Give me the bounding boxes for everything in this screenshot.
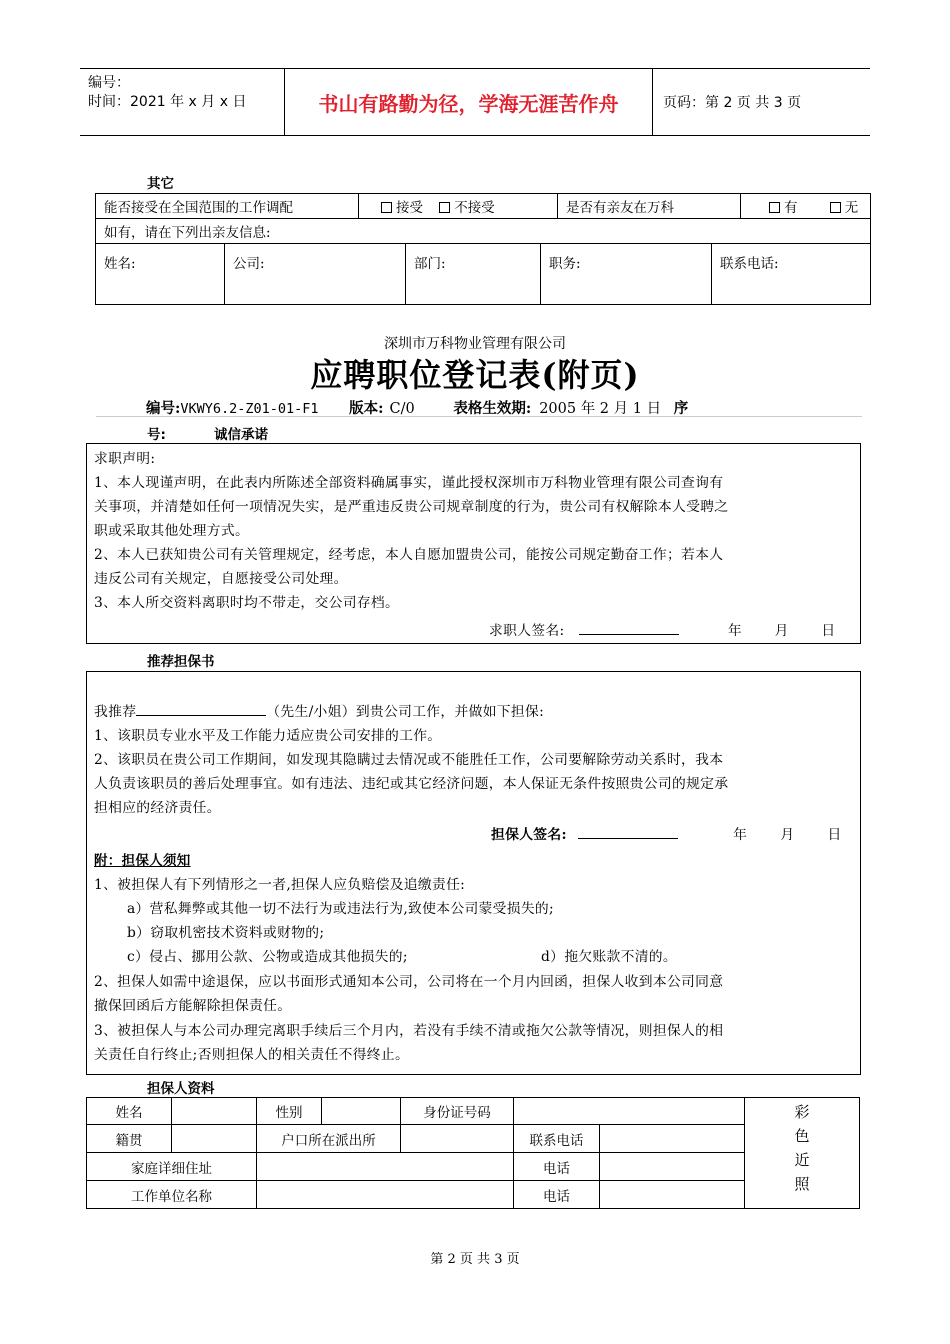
notice-n1a: a）营私舞弊或其他一切不法行为或违法行为,致使本公司蒙受损失的; — [127, 901, 554, 917]
g-contact-label: 联系电话 — [514, 1125, 600, 1153]
section-title-guarantor: 担保人资料 — [147, 1081, 215, 1097]
notice-n2-l2: 撤保回函后方能解除担保责任。 — [94, 998, 292, 1014]
g-id-label: 身份证号码 — [401, 1098, 514, 1125]
checkbox-reject[interactable] — [439, 202, 450, 213]
g-workplace-label: 工作单位名称 — [87, 1181, 257, 1209]
checkbox-yes[interactable] — [769, 202, 780, 213]
notice-title: 附：担保人须知 — [94, 853, 191, 869]
opt-reject-label: 不接受 — [454, 200, 495, 216]
guarantor-table — [86, 1097, 860, 1209]
notice-n1: 1、被担保人有下列情形之一者,担保人应负赔偿及追缴责任: — [94, 877, 466, 893]
notice-n3-l2: 关责任自行终止;否则担保人的相关责任不得终止。 — [94, 1047, 410, 1063]
g-phone-label-1: 电话 — [514, 1153, 600, 1181]
other-table — [95, 193, 871, 244]
photo-char-1: 彩 — [794, 1103, 810, 1121]
recommendee-field[interactable] — [136, 701, 266, 716]
integrity-box — [86, 443, 861, 644]
footer-page: 第 2 页 共 3 页 — [430, 1252, 520, 1267]
code-label: 编号: — [146, 400, 181, 417]
integrity-sign-field[interactable] — [579, 620, 679, 635]
guarantee-year: 年 — [733, 827, 748, 843]
guarantee-intro-a: 我推荐 — [94, 704, 137, 720]
g-phone-field-2[interactable] — [600, 1181, 745, 1209]
integrity-sign-line — [489, 619, 836, 643]
relocate-options — [359, 194, 558, 219]
meta-divider — [96, 416, 862, 417]
g-workplace-field[interactable] — [257, 1181, 514, 1209]
integrity-p1-l1: 1、本人现谨声明，在此表内所陈述全部资料确属事实，谨此授权深圳市万科物业管理有限公司查询有 — [94, 475, 724, 491]
notice-n3-l1: 3、被担保人与本公司办理完离职手续后三个月内，若没有手续不清或拖欠公款等情况，则担保人的相 — [94, 1023, 724, 1039]
relative-prompt: 如有，请在下列出亲友信息: — [96, 219, 871, 244]
form-title: 应聘职位登记表(附页) — [310, 356, 640, 394]
integrity-year: 年 — [727, 623, 742, 639]
guarantee-sign-label: 担保人签名: — [491, 827, 567, 843]
photo-cell — [745, 1098, 860, 1209]
guarantee-p2-l2: 人负责该职员的善后处理事宜。如有违法、违纪或其它经济问题，本人保证无条件按照贵公司的规定承 — [94, 776, 729, 792]
guarantee-intro — [94, 700, 544, 724]
seq-label-1: 序 — [673, 400, 689, 417]
guarantee-p1: 1、该职员专业水平及工作能力适应贵公司安排的工作。 — [94, 728, 442, 744]
opt-no-label: 无 — [844, 200, 859, 216]
q-relocate: 能否接受在全国范围的工作调配 — [96, 194, 359, 219]
integrity-p1-l2: 关事项，并清楚如任何一项情况失实，是严重违反贵公司规章制度的行为，贵公司有权解除本人受聘之 — [94, 499, 729, 515]
col-company[interactable]: 公司: — [225, 244, 406, 305]
col-phone[interactable]: 联系电话: — [712, 244, 871, 305]
checkbox-no[interactable] — [830, 202, 841, 213]
integrity-p2-l1: 2、本人已获知贵公司有关管理规定，经考虑，本人自愿加盟贵公司，能按公司规定勤奋工作；若本人 — [94, 547, 724, 563]
header-left-cell — [80, 69, 285, 135]
g-phone-field-1[interactable] — [600, 1153, 745, 1181]
g-gender-label: 性别 — [257, 1098, 322, 1125]
section-title-guarantee: 推荐担保书 — [147, 654, 215, 670]
company-name: 深圳市万科物业管理有限公司 — [384, 336, 566, 352]
notice-n1c: c）侵占、挪用公款、公物或造成其他损失的; — [127, 949, 408, 965]
effective-label: 表格生效期: — [453, 400, 532, 417]
g-police-label: 户口所在派出所 — [257, 1125, 401, 1153]
guarantee-sign-line — [491, 823, 842, 847]
checkbox-accept[interactable] — [381, 202, 392, 213]
photo-char-2: 色 — [794, 1127, 810, 1145]
guarantee-box — [86, 671, 861, 1075]
page-header — [80, 68, 870, 136]
col-dept[interactable]: 部门: — [406, 244, 541, 305]
notice-n1d: d）拖欠账款不清的。 — [541, 949, 678, 965]
g-police-field[interactable] — [401, 1125, 514, 1153]
integrity-p2-l2: 违反公司有关规定，自愿接受公司处理。 — [94, 571, 348, 587]
code-value: VKWY6.2-Z01-01-F1 — [180, 401, 319, 417]
opt-accept-label: 接受 — [396, 200, 423, 216]
q-relatives: 是否有亲友在万科 — [558, 194, 741, 219]
integrity-heading: 求职声明: — [94, 451, 156, 467]
notice-n2-l1: 2、担保人如需中途退保，应以书面形式通知本公司，公司将在一个月内回函，担保人收到本公司同意 — [94, 974, 724, 990]
g-name-label: 姓名 — [87, 1098, 172, 1125]
photo-char-4: 照 — [794, 1175, 810, 1193]
header-slogan: 书山有路勤为径，学海无涯苦作舟 — [285, 69, 653, 135]
guarantee-p2-l1: 2、该职员在贵公司工作期间，如发现其隐瞒过去情况或不能胜任工作，公司要解除劳动关系时，我本 — [94, 752, 724, 768]
guarantee-sign-field[interactable] — [578, 824, 678, 839]
integrity-p1-l3: 职或采取其他处理方式。 — [94, 523, 250, 539]
col-name[interactable]: 姓名: — [96, 244, 225, 305]
g-address-field[interactable] — [257, 1153, 514, 1181]
notice-n1b: b）窃取机密技术资料或财物的; — [127, 925, 325, 941]
guarantee-month: 月 — [780, 827, 795, 843]
version-label: 版本: — [349, 400, 384, 417]
g-origin-label: 籍贯 — [87, 1125, 172, 1153]
guarantee-p2-l3: 担相应的经济责任。 — [94, 800, 221, 816]
guarantee-intro-b: （先生/小姐）到贵公司工作，并做如下担保: — [266, 704, 545, 720]
opt-yes-label: 有 — [784, 200, 798, 216]
g-contact-field[interactable] — [600, 1125, 745, 1153]
header-time: 时间：2021 年 x 月 x 日 — [88, 94, 247, 110]
seq-label-2: 号: — [147, 427, 166, 443]
form-meta-line — [146, 397, 688, 418]
integrity-p3: 3、本人所交资料离职时均不带走，交公司存档。 — [94, 595, 400, 611]
version-value: C/0 — [389, 401, 415, 417]
relatives-info-table — [95, 243, 871, 305]
integrity-day: 日 — [821, 623, 836, 639]
header-page: 页码：第 2 页 共 3 页 — [663, 95, 802, 111]
section-title-integrity: 诚信承诺 — [214, 427, 268, 443]
integrity-sign-label: 求职人签名: — [489, 623, 565, 639]
g-name-field[interactable] — [172, 1098, 257, 1125]
g-address-label: 家庭详细住址 — [87, 1153, 257, 1181]
g-origin-field[interactable] — [172, 1125, 257, 1153]
section-title-other: 其它 — [147, 176, 174, 192]
effective-value: 2005 年 2 月 1 日 — [539, 401, 662, 417]
integrity-month: 月 — [774, 623, 789, 639]
g-phone-label-2: 电话 — [514, 1181, 600, 1209]
photo-char-3: 近 — [794, 1151, 810, 1169]
col-position[interactable]: 职务: — [541, 244, 712, 305]
header-number: 编号： — [88, 75, 130, 91]
guarantee-day: 日 — [827, 827, 842, 843]
relatives-options — [741, 194, 871, 219]
g-id-field[interactable] — [514, 1098, 745, 1125]
g-gender-field[interactable] — [322, 1098, 401, 1125]
